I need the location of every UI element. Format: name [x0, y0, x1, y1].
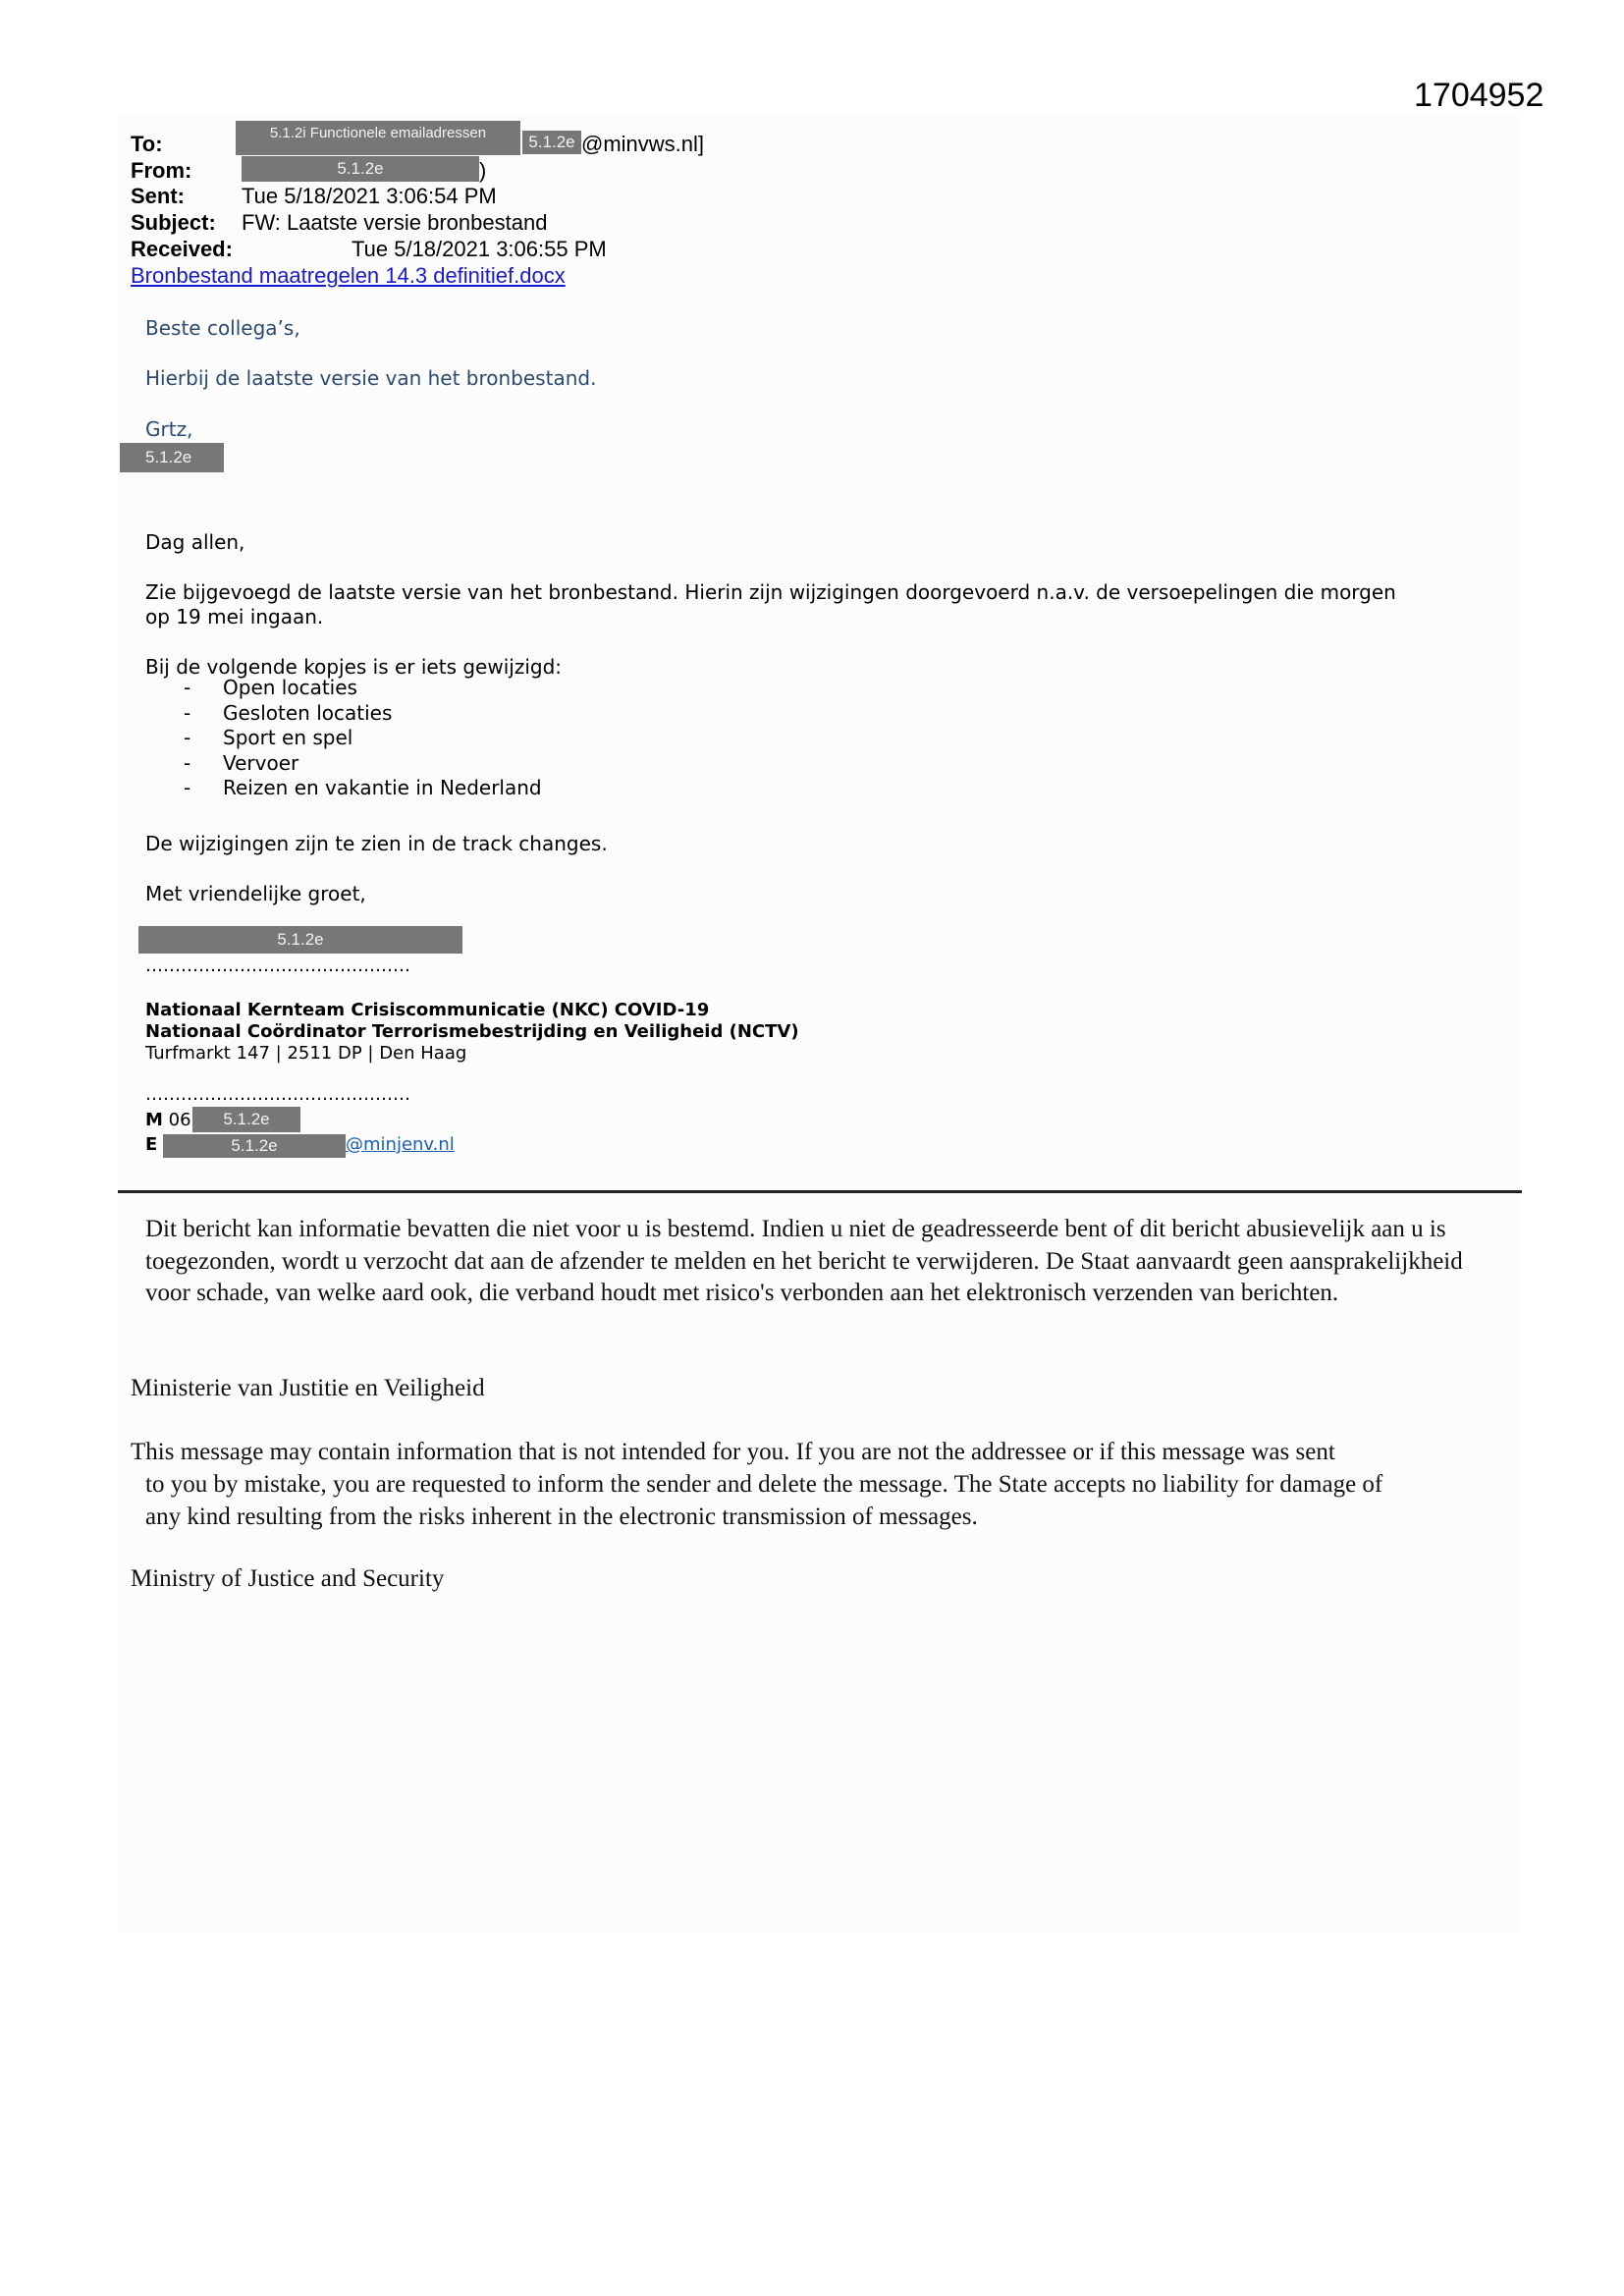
sent-row — [131, 184, 185, 209]
original-para-line2: op 19 mei ingaan. — [145, 605, 324, 629]
to-suffix: @minvws.nl] — [581, 132, 705, 156]
divider-dots: ……………………………………… — [145, 956, 410, 976]
mobile-redaction: 5.1.2e — [192, 1107, 300, 1132]
from-label: From: — [131, 158, 192, 183]
disclaimer-en-line1: This message may contain information that is not intended for you. If you are not the addressee or if this message was sent — [131, 1439, 1335, 1465]
divider-dots-2: ……………………………………… — [145, 1084, 410, 1105]
ministry-en: Ministry of Justice and Security — [131, 1565, 445, 1592]
list-item: - Gesloten locaties — [184, 700, 393, 725]
changes-note: De wijzigingen zijn te zien in de track changes. — [145, 832, 608, 855]
email-redaction: 5.1.2e — [163, 1134, 346, 1158]
document-id: 1704952 — [1414, 77, 1544, 114]
address: Turfmarkt 147 | 2511 DP | Den Haag — [145, 1043, 467, 1064]
list-item: - Sport en spel — [184, 726, 353, 749]
org-line-1: Nationaal Kernteam Crisiscommunicatie (NKC) COVID-19 — [145, 1000, 710, 1020]
forward-signer-redaction: 5.1.2e — [120, 443, 224, 472]
to-label: To: — [131, 132, 163, 156]
sender-redaction: 5.1.2e — [138, 926, 462, 954]
received-row — [131, 237, 233, 262]
received-value: Tue 5/18/2021 3:06:55 PM — [352, 237, 607, 261]
mobile-row — [145, 1110, 191, 1130]
forward-greeting: Beste collega’s, — [145, 316, 300, 340]
sent-value: Tue 5/18/2021 3:06:54 PM — [242, 184, 497, 208]
email-label: E — [145, 1134, 158, 1155]
disclaimer-en-rest: to you by mistake, you are requested to inform the sender and delete the message. The State accepts no liability for damage of any kind resulting from the risks inherent in the electronic transmission of messages. — [145, 1471, 1383, 1530]
from-suffix: ) — [479, 158, 487, 183]
subject-value: FW: Laatste versie bronbestand — [242, 210, 548, 235]
mobile-label: M — [145, 1110, 163, 1130]
mobile-prefix: 06 — [168, 1110, 191, 1130]
original-para-line1: Zie bijgevoegd de laatste versie van het bronbestand. Hierin zijn wijzigingen doorgevoerd n.a.v. de versoepelingen die morgen — [145, 580, 1396, 604]
list-item: - Reizen en vakantie in Nederland — [184, 776, 542, 799]
regards: Met vriendelijke groet, — [145, 882, 366, 905]
subject-row — [131, 210, 216, 236]
received-label: Received: — [131, 237, 233, 261]
disclaimer-nl: Dit bericht kan informatie bevatten die niet voor u is bestemd. Indien u niet de geadresseerde bent of dit bericht abusievelijk aan u is toegezonden, wordt u verzocht dat aan de afzender te melden en het bericht te verwijderen. De Staat aanvaardt geen aansprakelijkheid voor schade, van welke aard ook, die verband houdt met risico's verbonden aan het elektronisch verzenden van berichten. — [145, 1216, 1463, 1306]
sent-label: Sent: — [131, 184, 185, 208]
to-row — [131, 132, 163, 157]
to-redaction-2: 5.1.2e — [522, 131, 581, 154]
list-item: - Vervoer — [184, 750, 299, 775]
org-line-2: Nationaal Coördinator Terrorismebestrijding en Veiligheid (NCTV) — [145, 1021, 799, 1042]
forward-closing: Grtz, — [145, 417, 193, 441]
from-redaction: 5.1.2e — [242, 156, 479, 182]
from-row — [131, 158, 191, 184]
ministry-nl: Ministerie van Justitie en Veiligheid — [131, 1375, 485, 1401]
original-greeting: Dag allen, — [145, 530, 245, 554]
changed-headings-list — [184, 676, 542, 801]
list-intro: Bij de volgende kopjes is er iets gewijzigd: — [145, 655, 563, 679]
subject-label: Subject: — [131, 210, 216, 235]
to-redaction: 5.1.2i Functionele emailadressen — [236, 121, 520, 155]
list-item: - Open locaties — [184, 676, 357, 699]
email-domain-link[interactable]: @minjenv.nl — [346, 1134, 455, 1155]
attachment-link[interactable]: Bronbestand maatregelen 14.3 definitief.docx — [131, 263, 566, 288]
disclaimer-divider — [118, 1190, 1522, 1193]
forward-body: Hierbij de laatste versie van het bronbestand. — [145, 366, 597, 390]
email-row — [145, 1134, 157, 1155]
